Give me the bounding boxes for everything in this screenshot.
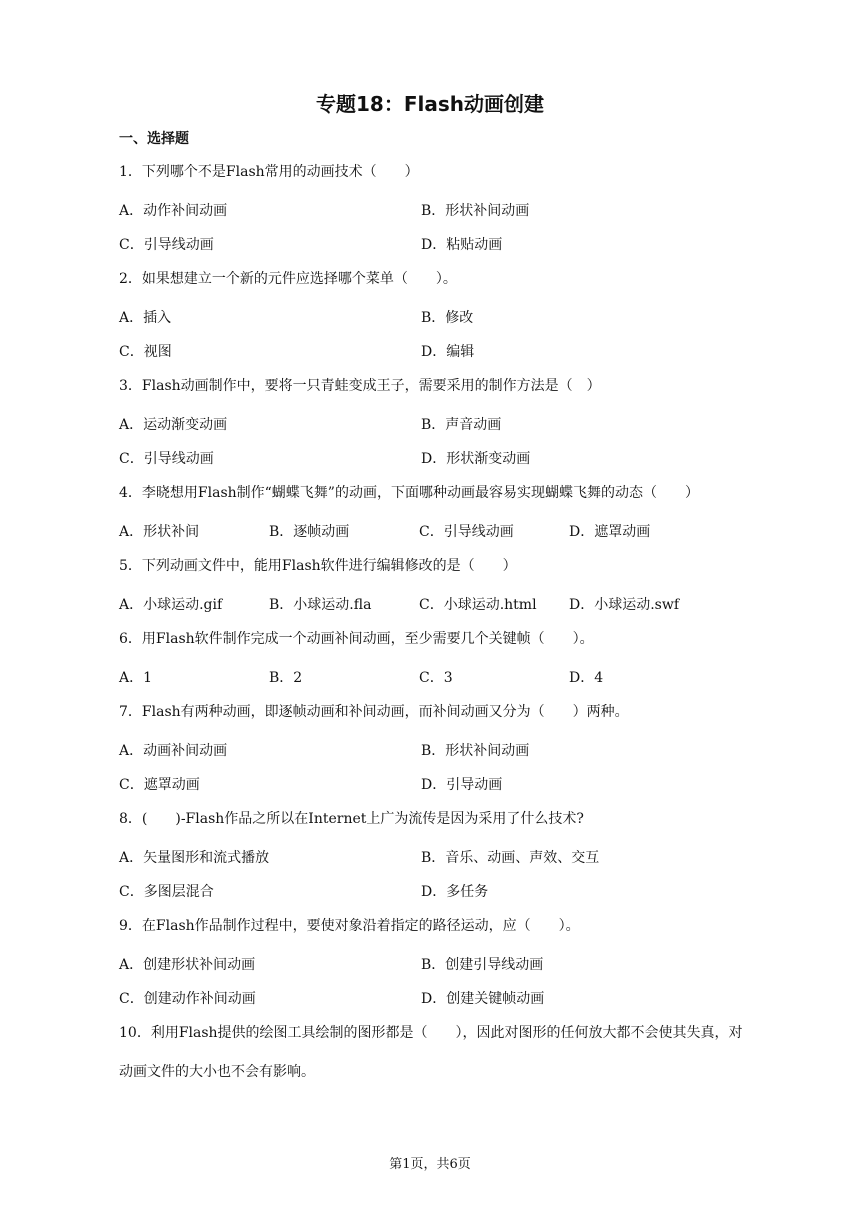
question-5 [119,555,744,628]
question-text: 4．李晓想用Flash制作“蝴蝶飞舞”的动画，下面哪种动画最容易实现蝴蝶飞舞的动态（ ） [119,485,699,501]
question-8 [119,808,744,915]
option-d: D．形状渐变动画 [421,451,531,467]
options-grid [119,847,744,881]
option-a: A．动画补间动画 [119,743,228,759]
option-b: B．修改 [421,310,474,326]
question-text: 1．下列哪个不是Flash常用的动画技术（ ） [119,164,419,180]
options-grid [119,414,744,448]
question-10 [119,1014,744,1092]
page-footer: 第1页，共6页 [389,1157,471,1172]
option-d: D．粘贴动画 [421,237,503,253]
option-d: D．4 [569,670,604,686]
page-title: 专题18：Flash动画创建 [316,92,544,116]
question-4 [119,482,744,555]
question-text: 2．如果想建立一个新的元件应选择哪个菜单（ ）。 [119,271,457,287]
options-grid [119,341,744,375]
option-c: C．引导线动画 [119,237,214,253]
option-c: C．多图层混合 [119,884,214,900]
question-1 [119,161,744,268]
option-d: D．遮罩动画 [569,524,651,540]
option-a: A．1 [119,670,153,686]
question-text: 7．Flash有两种动画，即逐帧动画和补间动画，而补间动画又分为（ ）两种。 [119,704,629,720]
options-grid [119,774,744,808]
option-d: D．创建关键帧动画 [421,991,545,1007]
option-c: C．小球运动.html [419,597,537,613]
option-a: A．创建形状补间动画 [119,957,256,973]
section-heading: 一、选择题 [119,131,189,147]
question-6 [119,628,744,701]
option-a: A．形状补间 [119,524,200,540]
option-a: A．插入 [119,310,172,326]
options-grid [119,954,744,988]
option-d: D．引导动画 [421,777,503,793]
option-b: B．逐帧动画 [269,524,350,540]
option-b: B．创建引导线动画 [421,957,544,973]
option-d: D．编辑 [421,344,475,360]
question-2 [119,268,744,375]
option-c: C．引导线动画 [419,524,514,540]
question-list [119,161,744,1092]
option-c: C．3 [419,670,453,686]
question-7 [119,701,744,808]
option-a: A．动作补间动画 [119,203,228,219]
options-grid [119,307,744,341]
options-grid [119,448,744,482]
option-b: B．音乐、动画、声效、交互 [421,850,600,866]
options-grid [119,740,744,774]
options-row [119,667,744,701]
option-c: C．创建动作补间动画 [119,991,256,1007]
option-a: A．运动渐变动画 [119,417,228,433]
option-d: D．小球运动.swf [569,597,680,613]
question-text: 9．在Flash作品制作过程中，要使对象沿着指定的路径运动，应（ ）。 [119,918,580,934]
options-row [119,521,744,555]
option-a: A．小球运动.gif [119,597,223,613]
option-d: D．多任务 [421,884,489,900]
question-3 [119,375,744,482]
option-b: B．2 [269,670,303,686]
option-a: A．矢量图形和流式播放 [119,850,270,866]
question-text: 3．Flash动画制作中，要将一只青蛙变成王子，需要采用的制作方法是（ ） [119,378,601,394]
option-b: B．形状补间动画 [421,203,530,219]
options-grid [119,234,744,268]
option-b: B．声音动画 [421,417,502,433]
options-grid [119,881,744,915]
question-9 [119,915,744,1022]
option-b: B．形状补间动画 [421,743,530,759]
question-text: 8．( )-Flash作品之所以在Internet上广为流传是因为采用了什么技术? [119,811,584,827]
question-text: 5．下列动画文件中，能用Flash软件进行编辑修改的是（ ） [119,558,517,574]
options-grid [119,200,744,234]
options-row [119,594,744,628]
option-c: C．视图 [119,344,172,360]
option-c: C．引导线动画 [119,451,214,467]
option-b: B．小球运动.fla [269,597,372,613]
question-text: 10．利用Flash提供的绘图工具绘制的图形都是（ ），因此对图形的任何放大都不会使其失真，对动画文件的大小也不会有影响。 [119,1025,743,1080]
option-c: C．遮罩动画 [119,777,200,793]
question-text: 6．用Flash软件制作完成一个动画补间动画，至少需要几个关键帧（ ）。 [119,631,594,647]
